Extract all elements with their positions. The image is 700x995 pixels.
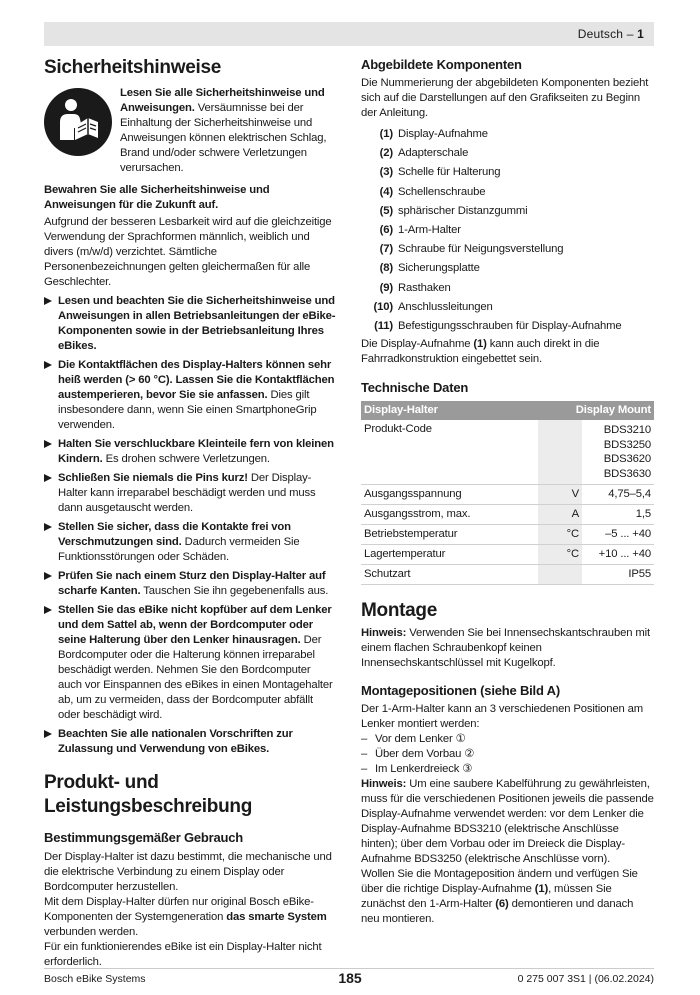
footer-brand: Bosch eBike Systems xyxy=(44,973,146,985)
table-row xyxy=(361,565,654,585)
product-title-line2: Leistungsbeschreibung xyxy=(44,796,253,817)
positions-intro: Der 1-Arm-Halter kann an 3 verschiedenen Positionen am Lenker montiert werden: xyxy=(361,703,643,731)
footer-page-number: 185 xyxy=(338,970,362,986)
note-c: kann auch direkt in die Fahrradkonstruktion eingebettet sein. xyxy=(361,338,600,366)
gender-note: Aufgrund der besseren Lesbarkeit wird auf die gleichzeitige Verwendung der Sprachformen männlich, weiblich und divers (m/w/d) verzichtet. Sämtliche Personenbezeichnungen gelten gleichermaßen für alle Geschlechter. xyxy=(44,216,332,288)
product-title xyxy=(44,771,336,819)
hint2-bold: Hinweis: xyxy=(361,778,407,791)
component-label: Schraube für Neigungsverstellung xyxy=(398,243,564,256)
bullet-rest: Dies gilt insbesondere dann, wenn Sie einen SmartphoneGrip verwenden. xyxy=(58,389,317,431)
component-number: (11) xyxy=(374,319,393,332)
safety-bullet xyxy=(44,358,336,433)
page-header xyxy=(44,22,654,46)
bullet-bold: Halten Sie verschluckbare Kleinteile fern von kleinen Kindern. xyxy=(58,438,334,465)
bullet-arrow-icon xyxy=(44,297,52,305)
table-cell-value: 1,5 xyxy=(582,505,654,525)
component-label: Sicherungsplatte xyxy=(398,262,480,275)
footer-divider xyxy=(44,968,654,969)
safety-bullet xyxy=(44,569,336,599)
table-cell-value xyxy=(582,420,654,485)
header-separator: – xyxy=(623,27,638,41)
intended-use-p3: Für ein funktionierendes eBike ist ein Display-Halter nicht erforderlich. xyxy=(44,941,322,968)
note-b: (1) xyxy=(473,338,487,351)
intended-use-p1: Der Display-Halter ist dazu bestimmt, die mechanische und die elektrische Verbindung zu einem Display oder Bordcomputer herzustellen. xyxy=(44,851,332,893)
table-cell-unit: °C xyxy=(538,525,582,545)
bullet-bold: Schließen Sie niemals die Pins kurz! xyxy=(58,472,248,484)
change-e: demontieren und danach neu montieren. xyxy=(361,898,634,926)
component-label: 1-Arm-Halter xyxy=(398,224,461,237)
components-list xyxy=(361,125,654,336)
safety-bullet xyxy=(44,520,336,565)
safety-intro-text xyxy=(120,86,336,176)
table-cell-unit: V xyxy=(538,485,582,505)
component-label: Adapterschale xyxy=(398,147,469,160)
table-cell-value: 4,75–5,4 xyxy=(582,485,654,505)
component-label: Befestigungsschrauben für Display-Aufnahme xyxy=(398,319,622,332)
table-header-right: Display Mount xyxy=(538,401,654,420)
bullet-bold: Stellen Sie das eBike nicht kopfüber auf dem Lenker und dem Sattel ab, wenn der Bordcomputer oder seine Halterung über den Lenker hinausragen. xyxy=(58,604,332,646)
read-manual-icon xyxy=(44,88,112,156)
list-item xyxy=(361,240,654,259)
list-item xyxy=(361,298,654,317)
table-cell-unit xyxy=(538,420,582,485)
bullet-bold: Prüfen Sie nach einem Sturz den Display-Halter auf scharfe Kanten. xyxy=(58,570,326,597)
bullet-arrow-icon xyxy=(44,730,52,738)
right-column xyxy=(361,56,654,927)
safety-bullet xyxy=(44,727,336,757)
component-number: (10) xyxy=(373,300,393,313)
table-cell-label: Ausgangsspannung xyxy=(361,485,538,505)
component-label: Display-Aufnahme xyxy=(398,128,488,141)
intended-use-p2 xyxy=(44,895,336,940)
component-number: (2) xyxy=(379,147,393,160)
list-item xyxy=(361,144,654,163)
bullet-bold: Lesen und beachten Sie die Sicherheitshinweise und Anweisungen in allen Betriebsanleitungen der eBike-Komponenten sowie in der Betriebsanleitung Ihres eBikes. xyxy=(58,295,336,352)
list-item: – Vor dem Lenker ① xyxy=(361,732,654,747)
table-row xyxy=(361,485,654,505)
table-cell-unit: A xyxy=(538,505,582,525)
component-number: (1) xyxy=(379,128,393,141)
bullet-bold: Beachten Sie alle nationalen Vorschriften zur Zulassung und Verwendung von eBikes. xyxy=(58,728,293,755)
component-number: (7) xyxy=(379,243,393,256)
bullet-arrow-icon xyxy=(44,440,52,448)
bullet-rest: Es drohen schwere Verletzungen. xyxy=(102,453,270,465)
table-row xyxy=(361,420,654,485)
positions-list xyxy=(361,732,654,777)
intended-p2a: Mit dem Display-Halter dürfen nur original Bosch eBike-Komponenten der Systemgeneration xyxy=(44,896,314,923)
list-item: – Über dem Vorbau ② xyxy=(361,747,654,762)
list-item: – Im Lenkerdreieck ③ xyxy=(361,762,654,777)
table-row xyxy=(361,505,654,525)
change-a: Wollen Sie die Montageposition ändern und verfügen Sie über die richtige Display-Aufnahme xyxy=(361,868,638,896)
left-column xyxy=(44,56,336,970)
hint-bold: Hinweis: xyxy=(361,627,407,640)
table-cell-label: Produkt-Code xyxy=(361,420,538,485)
table-header-left: Display-Halter xyxy=(361,401,538,420)
safety-bullets xyxy=(44,294,336,757)
components-note xyxy=(361,337,654,367)
hint2-rest: Um eine saubere Kabelführung zu gewährleisten, muss für die verschiedenen Positionen jeweils die passende Display-Aufnahme verwendet werden: vor dem Lenker die Display-Aufnahme BDS3210 (elektrische Anschlüsse hinten); über dem Vorbau oder im Dreieck die Display-Aufnahme BDS3250 (elektrische Anschlüsse vorn). xyxy=(361,778,654,866)
product-title-line1: Produkt- und xyxy=(44,772,159,793)
component-label: Anschlussleitungen xyxy=(398,300,493,313)
table-row xyxy=(361,525,654,545)
component-number: (8) xyxy=(379,262,393,275)
list-item xyxy=(361,183,654,202)
safety-bullet xyxy=(44,471,336,516)
component-number: (5) xyxy=(379,204,393,217)
tech-data-table xyxy=(361,401,654,585)
component-number: (6) xyxy=(379,224,393,237)
montage-title: Montage xyxy=(361,600,438,622)
table-cell-value: –5 ... +40 xyxy=(582,525,654,545)
intended-use-title: Bestimmungsgemäßer Gebrauch xyxy=(44,830,244,845)
safety-bullet xyxy=(44,437,336,467)
bullet-rest: Tauschen Sie ihn gegebenenfalls aus. xyxy=(140,585,329,597)
safety-bullet xyxy=(44,294,336,354)
keep-instructions: Bewahren Sie alle Sicherheitshinweise und Anweisungen für die Zukunft auf. xyxy=(44,184,270,211)
table-header-row xyxy=(361,401,654,420)
list-item xyxy=(361,125,654,144)
bullet-arrow-icon xyxy=(44,606,52,614)
component-number: (9) xyxy=(379,281,393,294)
safety-title: Sicherheitshinweise xyxy=(44,57,221,78)
component-label: Schelle für Halterung xyxy=(398,166,501,179)
list-item xyxy=(361,317,654,336)
list-item xyxy=(361,202,654,221)
component-number: (4) xyxy=(379,185,393,198)
change-b: (1) xyxy=(534,883,549,896)
product-code: BDS3620 xyxy=(603,453,651,466)
components-intro: Die Nummerierung der abgebildeten Komponenten bezieht sich auf die Darstellungen auf den Grafikseiten zu Beginn der Anleitung. xyxy=(361,77,649,119)
list-item xyxy=(361,279,654,298)
product-code: BDS3250 xyxy=(603,438,651,451)
table-cell-value: IP55 xyxy=(582,565,654,585)
bullet-rest: Der Bordcomputer oder die Halterung können irreparabel beschädigt werden. Nehmen Sie den Bordcomputer auch vor Einspannen des eBikes in einen Montagehalter ab, um zu vermeiden, dass der Bordcomputer abfällt oder beschädigt wird. xyxy=(58,634,333,721)
header-language-label: Deutsch xyxy=(577,27,624,41)
table-cell-label: Betriebstemperatur xyxy=(361,525,538,545)
list-item xyxy=(361,221,654,240)
footer-doc-id: 0 275 007 3S1 | (06.02.2024) xyxy=(517,973,654,985)
positions-title: Montagepositionen (siehe Bild A) xyxy=(361,683,560,699)
list-item xyxy=(361,163,654,182)
bullet-arrow-icon xyxy=(44,523,52,531)
montage-hint xyxy=(361,626,654,671)
bullet-arrow-icon xyxy=(44,572,52,580)
bullet-rest: Dadurch vermeiden Sie Funktionsstörungen oder Schäden. xyxy=(58,536,300,563)
table-cell-label: Ausgangsstrom, max. xyxy=(361,505,538,525)
components-title: Abgebildete Komponenten xyxy=(361,57,522,72)
bullet-rest: Der Display-Halter kann irreparabel beschädigt werden und muss dann ausgetauscht werden. xyxy=(58,472,316,514)
component-label: Rasthaken xyxy=(398,281,451,294)
table-cell-unit: °C xyxy=(538,545,582,565)
safety-bullet xyxy=(44,603,336,723)
header-language xyxy=(578,27,644,41)
bullet-bold: Stellen Sie sicher, dass die Kontakte frei von Verschmutzungen sind. xyxy=(58,521,291,548)
safety-intro-bold: Lesen Sie alle Sicherheitshinweise und Anweisungen. xyxy=(120,87,325,114)
list-item xyxy=(361,259,654,278)
bullet-arrow-icon xyxy=(44,474,52,482)
intended-p2b: das smarte System xyxy=(226,911,327,923)
change-d: (6) xyxy=(495,898,509,911)
tech-data-title: Technische Daten xyxy=(361,380,469,396)
component-label: sphärischer Distanzgummi xyxy=(398,204,528,217)
change-c: , müssen Sie zunächst den 1-Arm-Halter xyxy=(361,883,612,911)
header-page-number: 1 xyxy=(637,27,644,41)
safety-intro xyxy=(44,86,336,176)
safety-intro-rest: Versäumnisse bei der Einhaltung der Sicherheitshinweise und Anweisungen können elektrischen Schlag, Brand und/oder schwere Verletzungen verursachen. xyxy=(120,102,327,174)
note-a: Die Display-Aufnahme xyxy=(361,338,474,351)
component-number: (3) xyxy=(379,166,393,179)
change-position-text xyxy=(361,867,654,927)
table-cell-value: +10 ... +40 xyxy=(582,545,654,565)
positions-hint xyxy=(361,777,654,867)
table-cell-label: Schutzart xyxy=(361,565,538,585)
bullet-arrow-icon xyxy=(44,361,52,369)
intended-p2c: verbunden werden. xyxy=(44,926,139,938)
hint-rest: Verwenden Sie bei Innensechskantschrauben mit einem flachen Schraubenkopf keinen Innensechskantschlüssel mit Kugelkopf. xyxy=(361,627,650,670)
bullet-bold: Die Kontaktflächen des Display-Halters können sehr heiß werden (> 60 °C). Lassen Sie die Kontaktflächen austemperieren, bevor Sie sie anfassen. xyxy=(58,359,335,401)
product-code: BDS3630 xyxy=(603,467,651,480)
table-row xyxy=(361,545,654,565)
product-code: BDS3210 xyxy=(603,424,651,437)
component-label: Schellenschraube xyxy=(398,185,486,198)
table-cell-unit xyxy=(538,565,582,585)
table-cell-label: Lagertemperatur xyxy=(361,545,538,565)
